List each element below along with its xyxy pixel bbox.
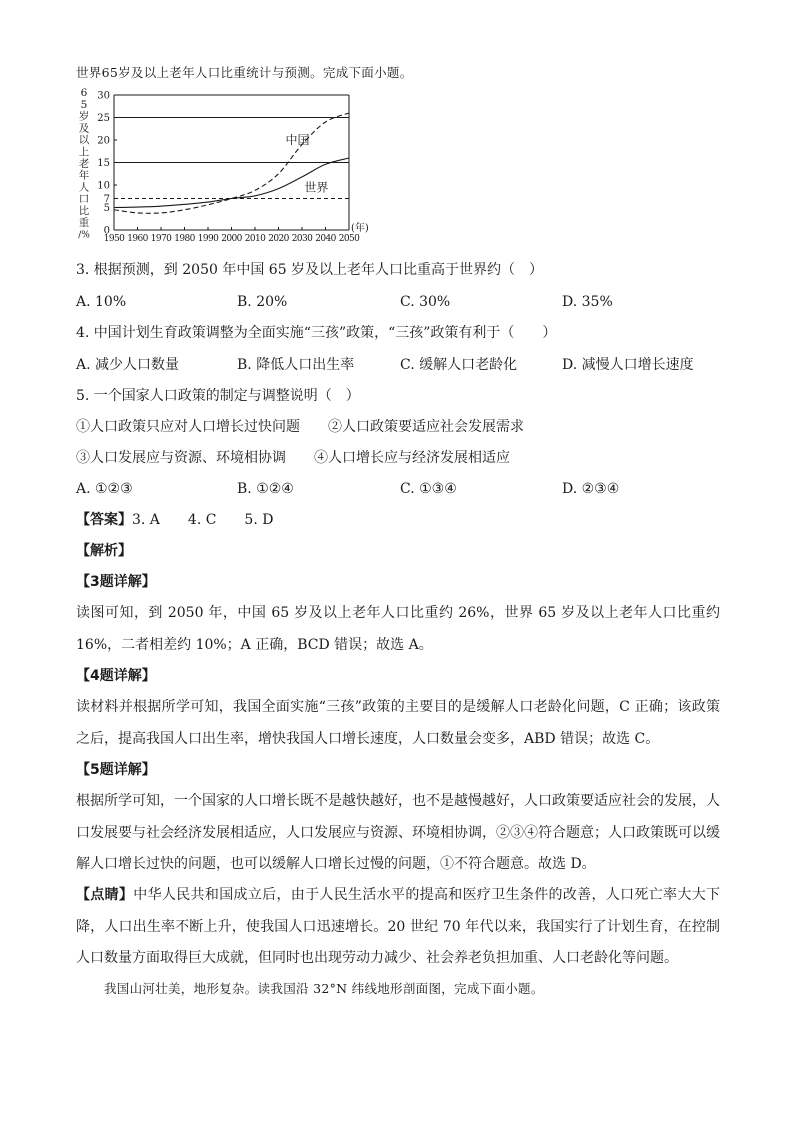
intro-text-2: 我国山河壮美，地形复杂。读我国沿 32°N 纬线地形剖面图，完成下面小题。: [104, 981, 544, 996]
q5-option-a: A. ①②③: [76, 481, 133, 497]
q5-statement-2: ②人口政策要适应社会发展需求: [328, 419, 524, 435]
y-tick-label: 7: [103, 194, 110, 205]
y-axis-label-char: 年: [78, 169, 90, 182]
y-tick-label: 0: [103, 225, 110, 237]
detail-5-tag: 【5题详解】: [76, 762, 156, 778]
q4-option-c: C. 缓解人口老龄化: [400, 357, 518, 373]
y-axis-label-char: 上: [78, 146, 90, 158]
q5-statement-1: ①人口政策只应对人口增长过快问题: [76, 419, 300, 435]
series-label-0: 中国: [285, 133, 310, 147]
y-tick-label: 30: [97, 90, 110, 102]
y-axis-label: [78, 87, 90, 241]
q3-option-b: B. 20%: [237, 294, 288, 310]
q4-option-d: D. 减慢人口增长速度: [562, 357, 694, 373]
series-labels: [286, 132, 329, 194]
q5-option-c: C. ①③④: [400, 481, 457, 497]
x-tick-label: 1990: [197, 234, 219, 244]
q4-option-b: B. 降低人口出生率: [237, 357, 355, 373]
q4-option-a: A. 减少人口数量: [76, 357, 180, 373]
answer-line: [76, 510, 273, 530]
q4-stem: 4. 中国计划生育政策调整为全面实施“三孩”政策，“三孩”政策有利于（ ）: [76, 325, 557, 341]
q3-option-c: C. 30%: [400, 294, 451, 310]
y-axis-label-unit: /%: [78, 230, 90, 241]
answer-tag: 【答案】: [76, 512, 132, 528]
detail-4-tag: 【4题详解】: [76, 668, 156, 684]
intro-text-1: 世界65岁及以上老年人口比重统计与预测。完成下面小题。: [76, 65, 413, 80]
q5-option-b: B. ①②④: [237, 481, 294, 497]
x-tick-label: 2040: [315, 234, 336, 244]
y-axis-label-char: 老: [78, 157, 90, 170]
detail-3-text: 读图可知，到 2050 年，中国 65 岁及以上老年人口比重约 26%，世界 65 岁及以上老年人口比重约 16%，二者相差约 10%；A 正确，BCD 错误；故选 A。: [76, 605, 720, 653]
detail-5-text: 根据所学可知，一个国家的人口增长既不是越快越好，也不是越慢越好，人口政策要适应社会的发展，人口发展要与社会经济发展相适应，人口发展应与资源、环境相协调，②③④符合题意；人口政策既可以缓解人口增长过快的问题，也可以缓解人口增长过慢的问题，①不符合题意。故选 D。: [76, 793, 720, 872]
x-tick-labels: [104, 221, 369, 244]
x-tick-label: 1980: [174, 234, 195, 244]
x-tick-label: 1950: [103, 234, 125, 244]
x-axis-unit: (年): [351, 223, 369, 234]
y-tick-label: 20: [97, 135, 110, 147]
y-axis-label-char: 口: [78, 193, 90, 206]
y-tick-label: 5: [103, 203, 110, 214]
y-axis-label-char: 6: [80, 87, 88, 99]
y-tick-label: 15: [97, 158, 110, 169]
x-tick-label: 1960: [127, 234, 148, 244]
q5-statement-4: ④人口增长应与经济发展相适应: [314, 450, 510, 466]
q5-statement-3: ③人口发展应与资源、环境相协调: [76, 450, 286, 466]
y-axis-label-char: 比: [78, 205, 90, 217]
y-axis-label-char: 重: [78, 216, 90, 229]
q3-option-d: D. 35%: [562, 294, 613, 310]
detail-3-tag: 【3题详解】: [76, 574, 156, 590]
series-label-1: 世界: [304, 180, 329, 195]
tip-tag: 【点睛】: [76, 887, 134, 903]
y-axis-label-char: 5: [80, 98, 88, 111]
y-tick-label: 10: [97, 180, 110, 192]
q5-stem: 5. 一个国家人口政策的制定与调整说明（ ）: [76, 388, 360, 404]
x-tick-label: 1970: [150, 234, 172, 244]
x-tick-label: 2030: [291, 234, 313, 244]
y-axis-label-char: 以: [78, 134, 90, 147]
tip-text: 中华人民共和国成立后，由于人民生活水平的提高和医疗卫生条件的改善，人口死亡率大大下降，人口出生率不断上升，使我国人口迅速增长。20 世纪 70 年代以来，我国实行了计划生育，在控制人口数量方面取得巨大成就，但同时也出现劳动力减少、社会养老负担加重、人口老龄化等问题。: [76, 887, 721, 966]
y-tick-label: 25: [97, 113, 110, 124]
tip-paragraph: [76, 880, 720, 975]
answer-text: 3. A 4. C 5. D: [132, 512, 274, 528]
q5-option-d: D. ②③④: [562, 481, 620, 497]
x-tick-label: 2050: [338, 234, 360, 244]
q3-stem: 3. 根据预测，到 2050 年中国 65 岁及以上老年人口比重高于世界约（ ）: [76, 262, 544, 278]
x-tick-label: 2020: [268, 234, 289, 244]
y-axis-label-char: 岁: [78, 110, 90, 123]
x-tick-label: 2010: [244, 234, 266, 244]
x-tick-label: 2000: [221, 234, 242, 244]
q3-option-a: A. 10%: [76, 294, 127, 310]
y-axis-label-char: 人: [78, 181, 90, 194]
detail-4-text: 读材料并根据所学可知，我国全面实施“三孩”政策的主要目的是缓解人口老龄化问题，C 正确；该政策之后，提高我国人口出生率，增快我国人口增长速度，人口数量会变多，ABD 错误；故选 C。: [76, 699, 720, 747]
population-chart: [74, 84, 369, 244]
analysis-tag: 【解析】: [76, 543, 132, 559]
y-axis-label-char: 及: [78, 122, 90, 135]
